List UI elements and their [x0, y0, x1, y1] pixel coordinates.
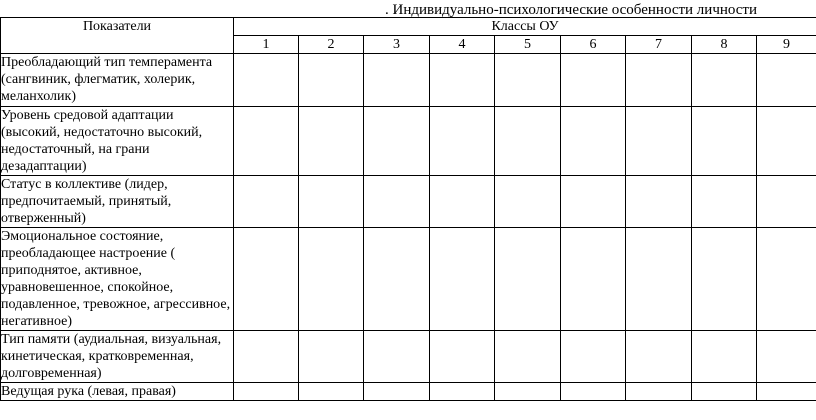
table-row	[1, 107, 816, 176]
class-number: 6	[561, 36, 626, 54]
data-cell	[299, 228, 364, 331]
data-cell	[626, 176, 692, 228]
data-cell	[757, 54, 816, 107]
data-cell	[626, 54, 692, 107]
data-cell	[495, 54, 561, 107]
data-cell	[430, 54, 495, 107]
data-cell	[364, 107, 430, 176]
class-number: 8	[692, 36, 757, 54]
class-number: 1	[234, 36, 299, 54]
data-cell	[430, 176, 495, 228]
data-cell	[626, 107, 692, 176]
indicators-header: Показатели	[1, 18, 234, 54]
data-cell	[299, 107, 364, 176]
class-number: 3	[364, 36, 430, 54]
class-number: 7	[626, 36, 692, 54]
data-cell	[364, 54, 430, 107]
data-cell	[561, 331, 626, 383]
row-label-memory-type: Тип памяти (аудиальная, визуальная, кинетическая, кратковременная, долговременная)	[1, 331, 234, 383]
data-cell	[364, 331, 430, 383]
classes-header: Классы ОУ	[234, 18, 816, 36]
data-cell	[626, 228, 692, 331]
row-label-emotional-state: Эмоциональное состояние, преобладающее настроение ( приподнятое, активное, уравновешенное, спокойное, подавленное, тревожное, агрессивное, негативное)	[1, 228, 234, 331]
row-label-adaptation: Уровень средовой адаптации (высокий, недостаточно высокий, недостаточный, на грани дезадаптации)	[1, 107, 234, 176]
row-label-temperament: Преобладающий тип темперамента (сангвиник, флегматик, холерик, меланхолик)	[1, 54, 234, 107]
data-cell	[495, 176, 561, 228]
data-cell	[299, 383, 364, 401]
data-cell	[364, 383, 430, 401]
class-number: 5	[495, 36, 561, 54]
data-cell	[430, 331, 495, 383]
data-cell	[757, 331, 816, 383]
class-number: 4	[430, 36, 495, 54]
table-row	[1, 228, 816, 331]
data-cell	[626, 331, 692, 383]
table-row	[1, 383, 816, 401]
data-cell	[495, 331, 561, 383]
data-cell	[495, 383, 561, 401]
table-row	[1, 54, 816, 107]
data-cell	[561, 54, 626, 107]
data-cell	[757, 383, 816, 401]
data-cell	[234, 331, 299, 383]
data-cell	[299, 54, 364, 107]
data-cell	[234, 54, 299, 107]
data-cell	[626, 383, 692, 401]
data-cell	[757, 107, 816, 176]
data-cell	[757, 176, 816, 228]
data-cell	[234, 383, 299, 401]
data-cell	[561, 228, 626, 331]
data-cell	[692, 228, 757, 331]
data-cell	[364, 176, 430, 228]
data-cell	[299, 331, 364, 383]
class-number: 2	[299, 36, 364, 54]
personality-features-table	[0, 17, 816, 401]
data-cell	[692, 331, 757, 383]
table-row	[1, 176, 816, 228]
data-cell	[692, 107, 757, 176]
row-label-leading-hand: Ведущая рука (левая, правая)	[1, 383, 234, 401]
data-cell	[430, 228, 495, 331]
data-cell	[692, 54, 757, 107]
data-cell	[299, 176, 364, 228]
data-cell	[692, 383, 757, 401]
data-cell	[234, 107, 299, 176]
data-cell	[692, 176, 757, 228]
data-cell	[234, 176, 299, 228]
data-cell	[561, 176, 626, 228]
data-cell	[561, 383, 626, 401]
data-cell	[495, 228, 561, 331]
class-number: 9	[757, 36, 816, 54]
data-cell	[234, 228, 299, 331]
document-title: . Индивидуально-психологические особенности личности	[385, 2, 758, 18]
data-cell	[495, 107, 561, 176]
row-label-status: Статус в коллективе (лидер, предпочитаемый, принятый, отверженный)	[1, 176, 234, 228]
data-cell	[364, 228, 430, 331]
table-header-row	[1, 18, 816, 36]
table-row	[1, 331, 816, 383]
data-cell	[757, 228, 816, 331]
data-cell	[430, 107, 495, 176]
data-cell	[430, 383, 495, 401]
data-cell	[561, 107, 626, 176]
